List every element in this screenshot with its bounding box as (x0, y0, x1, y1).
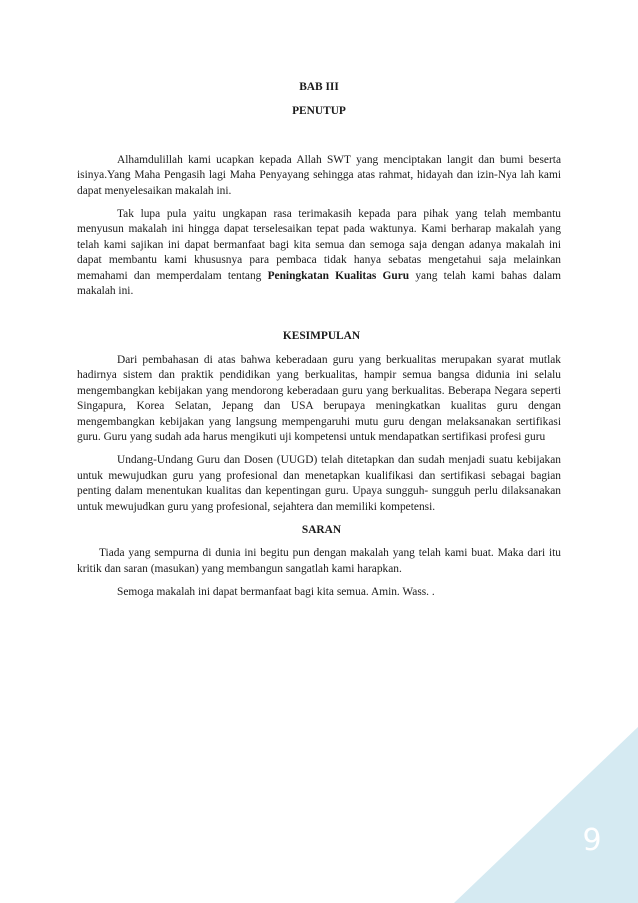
saran-paragraph-1: Tiada yang sempurna di dunia ini begitu pun dengan makalah yang telah kami buat. Maka dari itu kritik dan saran (masukan) yang membangun sangatlah kami harapkan. (77, 547, 561, 575)
chapter-heading: BAB III (299, 81, 339, 93)
kesimpulan-paragraph-2: Undang-Undang Guru dan Dosen (UUGD) telah ditetapkan dan sudah menjadi suatu kebijakan untuk mewujudkan guru yang profesional dan menetapkan kualifikasi dan sertifikasi sebagai bagian penting dalam menentukan kualitas dan kepentingan guru. Upaya sungguh- sungguh perlu dilaksanakan untuk mewujudkan guru yang profesional, sejahtera dan memiliki kompetensi. (77, 454, 561, 513)
chapter-title: PENUTUP (292, 105, 346, 118)
corner-decoration (454, 727, 638, 903)
intro-paragraph-2 (77, 207, 561, 299)
kesimpulan-heading: KESIMPULAN (282, 330, 361, 343)
page-number: 9 (582, 823, 602, 858)
corner-triangle (454, 727, 638, 903)
intro-bold-topic: Peningkatan Kualitas Guru (267, 269, 410, 282)
saran-section (77, 546, 561, 600)
kesimpulan-paragraph-1: Dari pembahasan di atas bahwa keberadaan guru yang berkualitas merupakan syarat mutlak hadirnya sistem dan praktik pendidikan yang berkualitas, hampir semua bangsa didunia ini selalu mengembangkan kebijakan yang mendorong keberadaan guru yang berkualitas. Beberapa Negara seperti Singapura, Korea Selatan, Jepang dan USA berupaya meningkatkan kualitas guru dengan mengembangkan kebijakan yang langsung mempengaruhi mutu guru dengan melaksanakan sertifikasi guru. Guru yang sudah ada harus mengikuti uji kompetensi untuk mendapatkan sertifikasi profesi guru (77, 353, 561, 443)
intro-paragraph-1 (77, 153, 561, 199)
intro-section (77, 153, 561, 300)
intro-text: Tak lupa pula yaitu ungkapan rasa terimakasih kepada para pihak yang telah membantu menyusun makalah ini hingga dapat terselesaikan tepat pada waktunya. Kami berharap makalah yang telah kami sajikan ini dapat bermanfaat bagi kita semua dan semoga saja dengan adanya makalah ini dapat membantu kami khususnya para pembaca tidak hanya sebatas mengetahui saja melainkan memahami dan memperdalam tentang (77, 208, 561, 282)
intro-text: yang telah kami bahas dalam makalah ini. (77, 269, 561, 298)
intro-text: Alhamdulillah kami ucapkan kepada Allah SWT yang menciptakan langit dan bumi beserta isinya.Yang Maha Pengasih lagi Maha Penyayang sehingga atas rahmat, hidayah dan izin-Nya lah kami dapat menyelesaikan makalah ini. (77, 153, 561, 197)
saran-heading: SARAN (301, 523, 342, 536)
kesimpulan-section (77, 353, 561, 515)
saran-paragraph-2: Semoga makalah ini dapat bermanfaat bagi kita semua. Amin. Wass. . (117, 586, 435, 599)
document-body (77, 80, 561, 609)
